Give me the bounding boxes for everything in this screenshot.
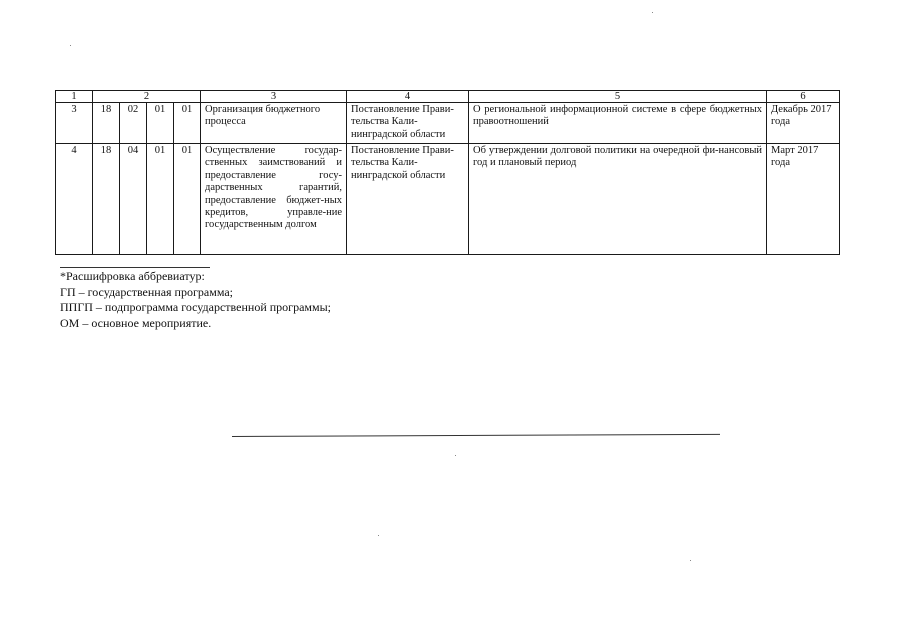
- footnote-item: ППГП – подпрограмма государственной программы;: [60, 300, 331, 315]
- code-cell: 01: [147, 103, 174, 144]
- footnote-item: ОМ – основное мероприятие.: [60, 315, 212, 330]
- row-number: 3: [56, 103, 93, 144]
- footnote-block: [60, 267, 331, 331]
- header-cell: 1: [56, 91, 93, 103]
- header-cell: 2: [93, 91, 201, 103]
- scan-speck: [378, 535, 379, 536]
- code-cell: 01: [147, 144, 174, 255]
- header-cell: 6: [767, 91, 840, 103]
- subject-cell: Об утверждении долговой политики на очередной фи-нансовый год и плановый период: [469, 144, 767, 255]
- scan-speck: [455, 455, 456, 456]
- footnote-title: *Расшифровка аббревиатур:: [60, 269, 205, 283]
- table-row: [56, 144, 840, 255]
- header-cell: 4: [347, 91, 469, 103]
- row-number: 4: [56, 144, 93, 255]
- footnote-item: ГП – государственная программа;: [60, 284, 233, 299]
- end-of-document-rule: [232, 434, 720, 437]
- act-type-cell: Постановление Прави-тельства Кали-нинградской области: [347, 103, 469, 144]
- scan-speck: [70, 45, 71, 46]
- code-cell: 02: [120, 103, 147, 144]
- legal-acts-table: [55, 90, 840, 255]
- header-cell: 5: [469, 91, 767, 103]
- code-cell: 01: [174, 103, 201, 144]
- table-row: [56, 103, 840, 144]
- deadline-cell: Декабрь 2017 года: [767, 103, 840, 144]
- header-cell: 3: [201, 91, 347, 103]
- code-cell: 18: [93, 103, 120, 144]
- act-type-cell: Постановление Прави-тельства Кали-нинградской области: [347, 144, 469, 255]
- footnote-separator: [60, 267, 210, 268]
- scan-speck: [652, 12, 653, 13]
- code-cell: 18: [93, 144, 120, 255]
- task-cell: Организация бюджетного процесса: [201, 103, 347, 144]
- deadline-cell: Март 2017 года: [767, 144, 840, 255]
- table-header-row: [56, 91, 840, 103]
- scan-speck: [690, 560, 691, 561]
- code-cell: 01: [174, 144, 201, 255]
- code-cell: 04: [120, 144, 147, 255]
- subject-cell: О региональной информационной системе в сфере бюджетных правоотношений: [469, 103, 767, 144]
- task-cell: Осуществление государ-ственных заимствований и предоставление госу-дарственных гарантий, предоставление бюджет-ных кредитов, управле-ние государственным долгом: [201, 144, 347, 255]
